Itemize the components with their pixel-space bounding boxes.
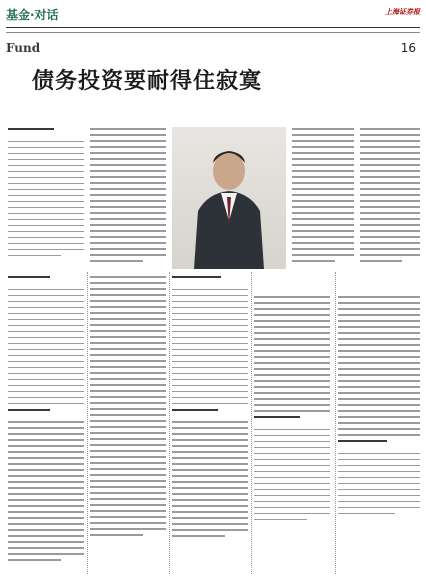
page-number: 16 xyxy=(400,41,416,55)
article-title: 债务投资要耐得住寂寞 xyxy=(32,69,263,94)
body-column-5-lower xyxy=(338,296,420,519)
column-divider xyxy=(251,272,252,574)
body-column-4-upper xyxy=(360,128,420,266)
person-figure xyxy=(188,141,270,269)
body-column-2-upper xyxy=(90,128,166,266)
body-column-1-upper xyxy=(8,128,84,261)
page-header xyxy=(6,4,420,26)
interviewee-photo xyxy=(172,127,286,269)
column-divider xyxy=(169,272,170,574)
header-rule xyxy=(6,27,420,28)
column-divider xyxy=(87,272,88,574)
body-column-3-lower xyxy=(172,276,248,541)
body-column-1-lower xyxy=(8,276,84,565)
section-label: Fund xyxy=(6,41,41,55)
body-column-2-lower xyxy=(90,276,166,540)
body-column-3-upper xyxy=(292,128,354,266)
header-rule-thin xyxy=(6,32,420,33)
newspaper-logo: 上海证券报 xyxy=(385,8,420,16)
column-brand: 基金·对话 xyxy=(6,8,59,22)
body-column-4-lower xyxy=(254,296,330,525)
column-divider xyxy=(335,272,336,574)
